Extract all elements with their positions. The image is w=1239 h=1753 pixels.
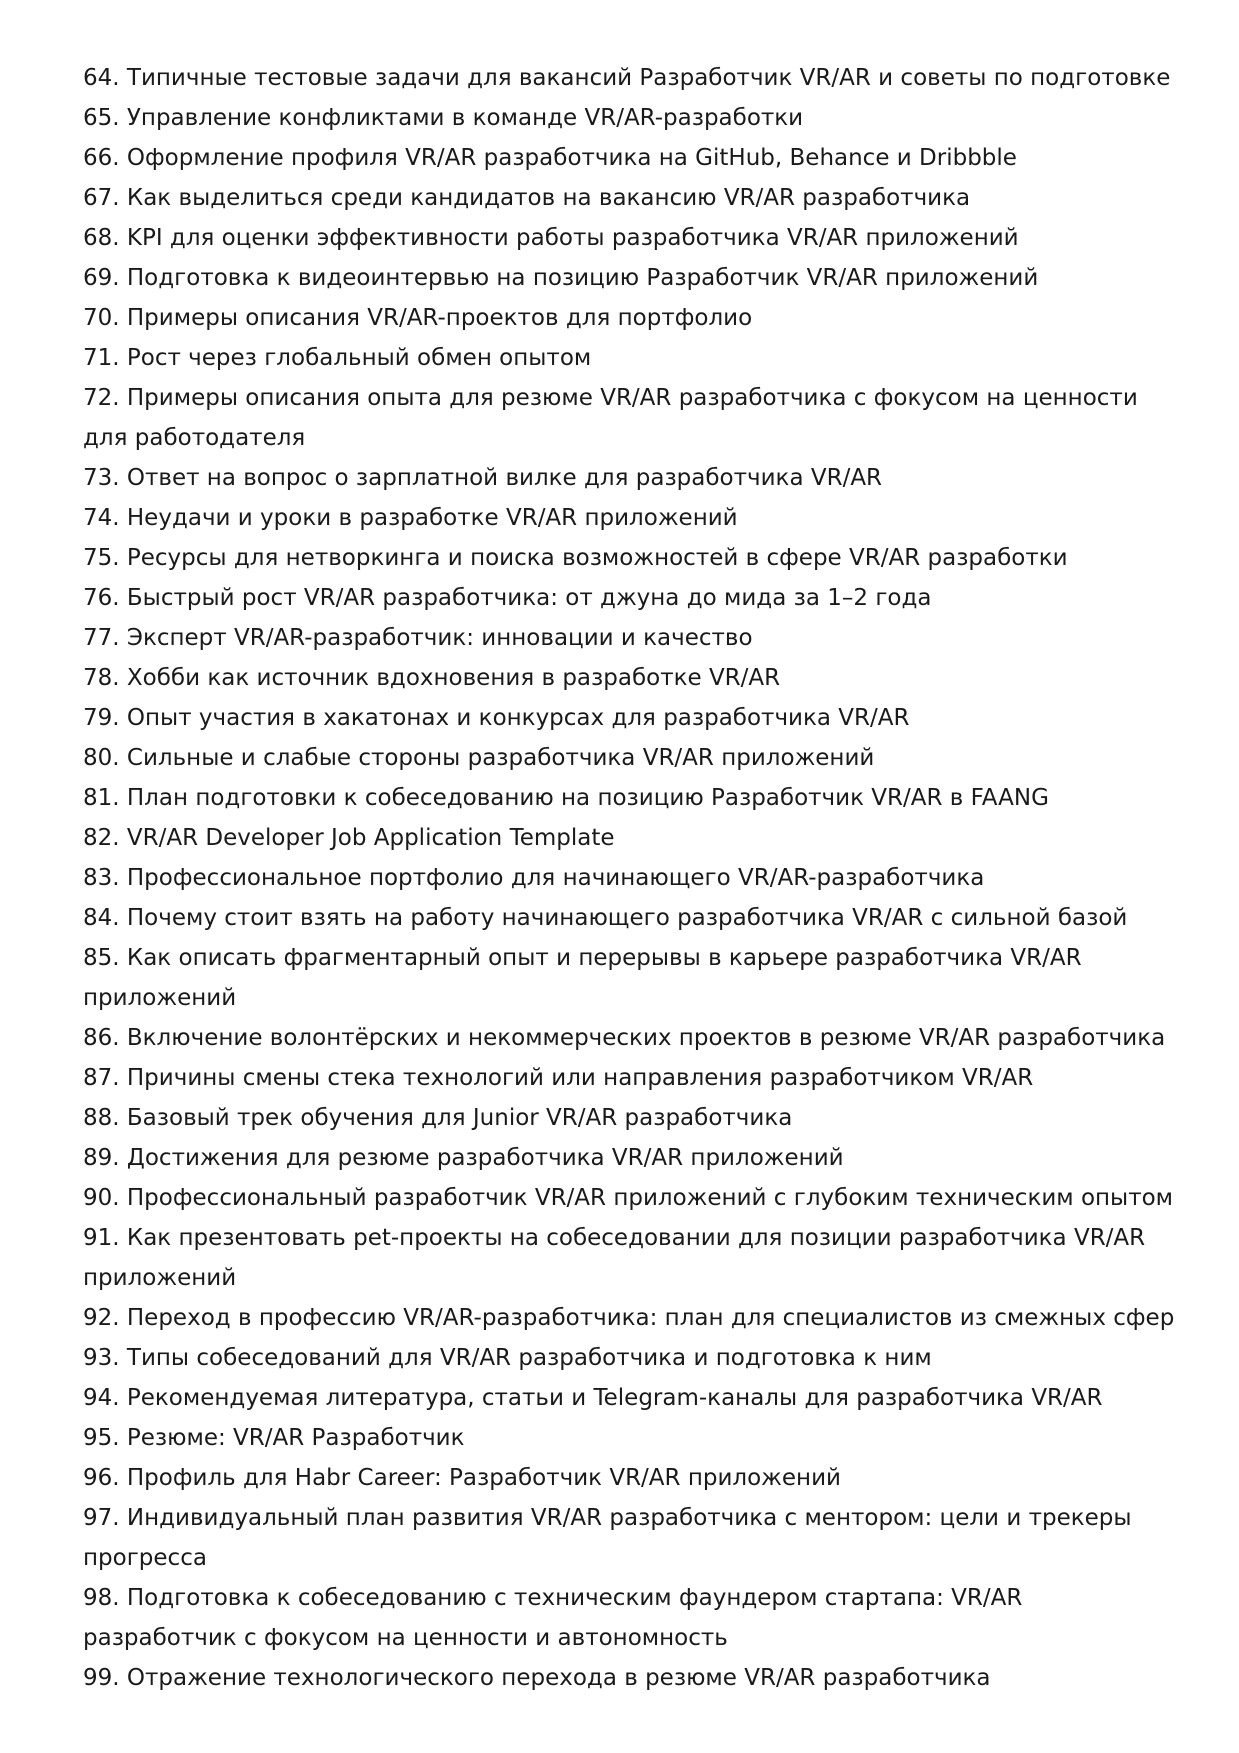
list-item: 90. Профессиональный разработчик VR/AR приложений с глубоким техническим опытом (83, 1185, 1174, 1211)
list-item: 64. Типичные тестовые задачи для вакансий Разработчик VR/AR и советы по подготовке (83, 65, 1171, 91)
article-title-list (83, 58, 1179, 1698)
list-item: 98. Подготовка к собеседованию с техническим фаундером стартапа: VR/AR разработчик с фокусом на ценности и автономность (83, 1585, 1023, 1651)
list-item: 88. Базовый трек обучения для Junior VR/AR разработчика (83, 1105, 793, 1131)
list-item: 65. Управление конфликтами в команде VR/AR-разработки (83, 105, 804, 131)
list-item: 75. Ресурсы для нетворкинга и поиска возможностей в сфере VR/AR разработки (83, 545, 1068, 571)
list-item: 67. Как выделиться среди кандидатов на вакансию VR/AR разработчика (83, 185, 971, 211)
list-item: 92. Переход в профессию VR/AR-разработчика: план для специалистов из смежных сфер (83, 1305, 1175, 1331)
list-item: 80. Сильные и слабые стороны разработчика VR/AR приложений (83, 745, 875, 771)
list-item: 94. Рекомендуемая литература, статьи и Telegram-каналы для разработчика VR/AR (83, 1385, 1103, 1411)
list-item: 79. Опыт участия в хакатонах и конкурсах для разработчика VR/AR (83, 705, 910, 731)
list-item: 89. Достижения для резюме разработчика VR/AR приложений (83, 1145, 844, 1171)
list-item: 70. Примеры описания VR/AR-проектов для портфолио (83, 305, 753, 331)
list-item: 66. Оформление профиля VR/AR разработчика на GitHub, Behance и Dribbble (83, 145, 1017, 171)
list-item: 93. Типы собеседований для VR/AR разработчика и подготовка к ним (83, 1345, 932, 1371)
list-item: 86. Включение волонтёрских и некоммерческих проектов в резюме VR/AR разработчика (83, 1025, 1166, 1051)
list-item: 77. Эксперт VR/AR-разработчик: инновации и качество (83, 625, 753, 651)
list-item: 76. Быстрый рост VR/AR разработчика: от джуна до мида за 1–2 года (83, 585, 932, 611)
list-item: 97. Индивидуальный план развития VR/AR разработчика с ментором: цели и трекеры прогресса (83, 1505, 1132, 1571)
list-item: 81. План подготовки к собеседованию на позицию Разработчик VR/AR в FAANG (83, 785, 1049, 811)
list-item: 91. Как презентовать pet-проекты на собеседовании для позиции разработчика VR/AR приложений (83, 1225, 1146, 1291)
list-item: 87. Причины смены стека технологий или направления разработчиком VR/AR (83, 1065, 1034, 1091)
list-item: 85. Как описать фрагментарный опыт и перерывы в карьере разработчика VR/AR приложений (83, 945, 1082, 1011)
list-item: 95. Резюме: VR/AR Разработчик (83, 1425, 465, 1451)
list-item: 69. Подготовка к видеоинтервью на позицию Разработчик VR/AR приложений (83, 265, 1039, 291)
list-item: 82. VR/AR Developer Job Application Template (83, 825, 615, 851)
list-item: 78. Хобби как источник вдохновения в разработке VR/AR (83, 665, 781, 691)
list-item: 68. KPI для оценки эффективности работы разработчика VR/AR приложений (83, 225, 1019, 251)
list-item: 96. Профиль для Habr Career: Разработчик VR/AR приложений (83, 1465, 841, 1491)
list-item: 71. Рост через глобальный обмен опытом (83, 345, 592, 371)
list-item: 72. Примеры описания опыта для резюме VR/AR разработчика с фокусом на ценности для работодателя (83, 385, 1138, 451)
list-item: 83. Профессиональное портфолио для начинающего VR/AR-разработчика (83, 865, 985, 891)
list-item: 84. Почему стоит взять на работу начинающего разработчика VR/AR с сильной базой (83, 905, 1128, 931)
list-item: 99. Отражение технологического перехода в резюме VR/AR разработчика (83, 1665, 991, 1691)
list-item: 74. Неудачи и уроки в разработке VR/AR приложений (83, 505, 738, 531)
list-item: 73. Ответ на вопрос о зарплатной вилке для разработчика VR/AR (83, 465, 883, 491)
